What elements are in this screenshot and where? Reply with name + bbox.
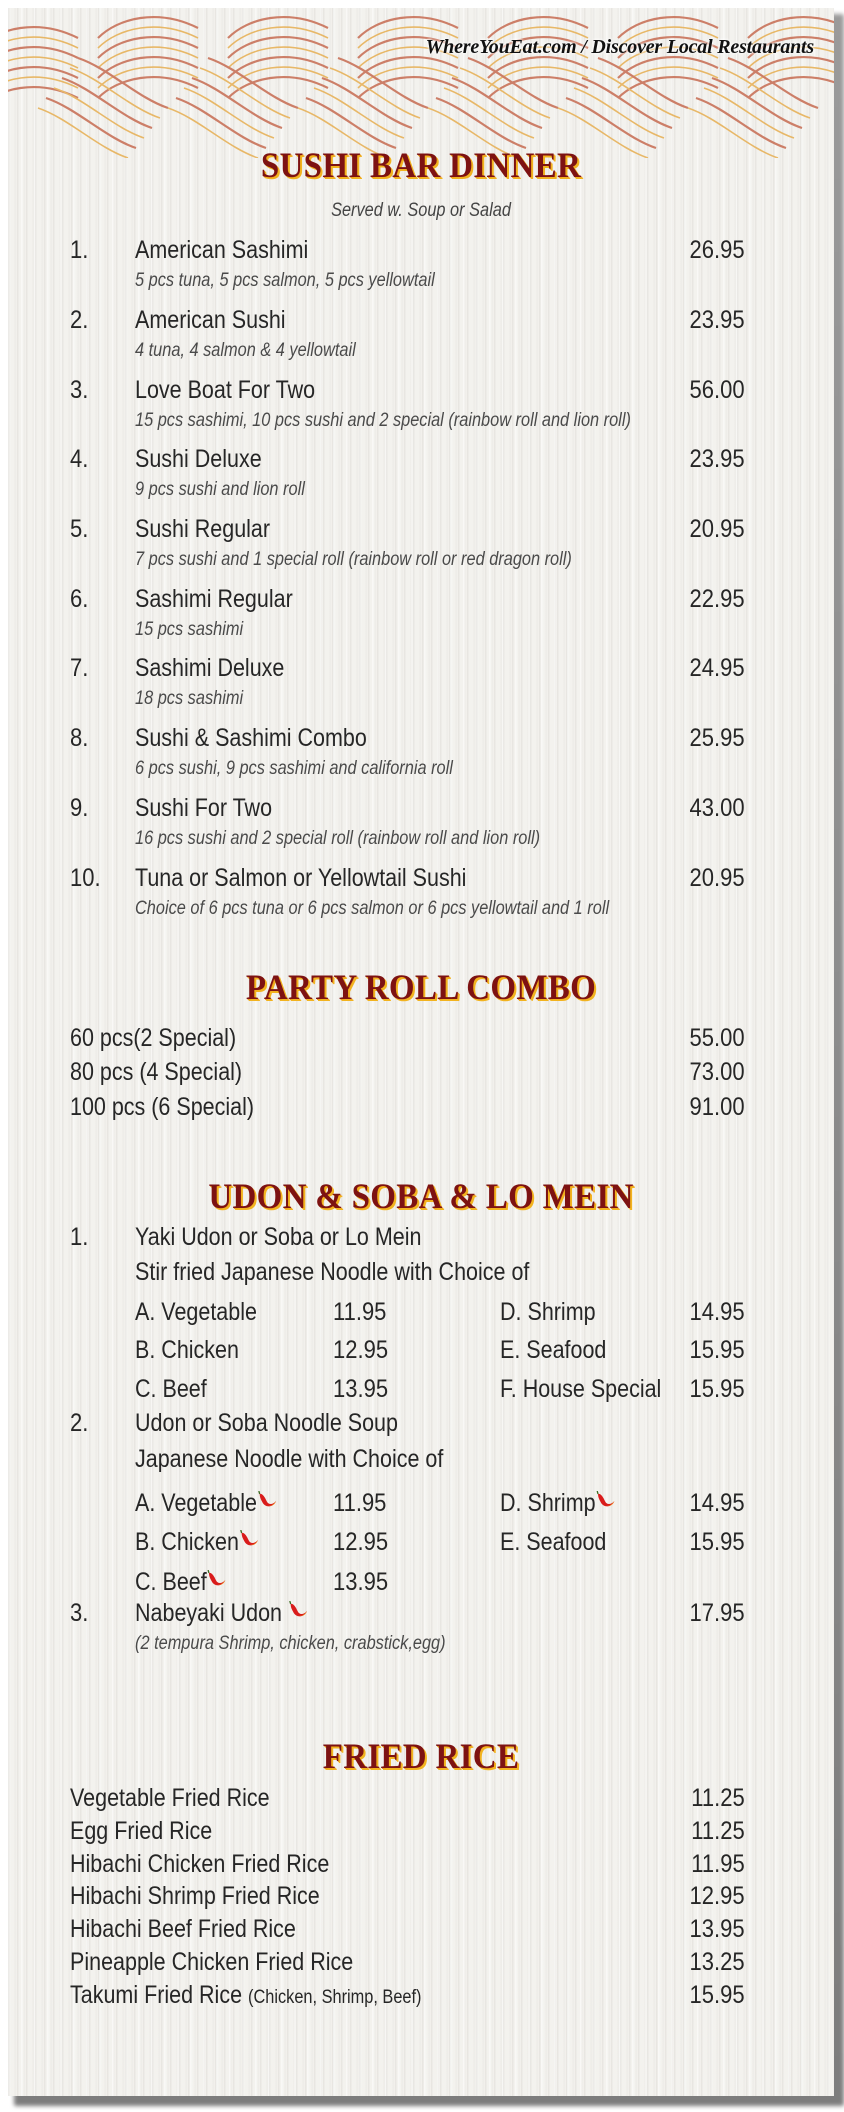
item-price: 73.00	[689, 1058, 745, 1086]
item-number: 3.	[70, 376, 89, 404]
menu-item	[8, 864, 834, 894]
chili-pepper-icon	[289, 1601, 308, 1619]
option-label: A. Vegetable	[135, 1298, 257, 1326]
option-label	[135, 1568, 226, 1597]
option-price: 11.95	[333, 1489, 387, 1517]
menu-item	[8, 794, 834, 824]
item-description: 7 pcs sushi and 1 special roll (rainbow roll or red dragon roll)	[135, 549, 572, 570]
option-row	[8, 1489, 834, 1519]
item-description: 18 pcs sashimi	[135, 688, 244, 709]
menu-item	[8, 1024, 834, 1054]
item-name: Sushi & Sashimi Combo	[135, 724, 367, 752]
item-name: Tuna or Salmon or Yellowtail Sushi	[135, 864, 467, 892]
item-description: Japanese Noodle with Choice of	[135, 1445, 444, 1473]
menu-item	[8, 306, 834, 336]
item-price: 20.95	[689, 515, 745, 543]
item-name	[70, 1981, 421, 2010]
item-name: Sushi For Two	[135, 794, 273, 822]
item-name: Yaki Udon or Soba or Lo Mein	[135, 1223, 422, 1251]
option-label: D. Shrimp	[500, 1298, 596, 1326]
option-label	[500, 1489, 615, 1518]
item-price: 55.00	[689, 1024, 745, 1052]
menu-item	[8, 376, 834, 406]
item-number: 4.	[70, 445, 89, 473]
item-price: 11.25	[691, 1817, 745, 1845]
menu-item	[8, 1409, 834, 1439]
option-price: 12.95	[333, 1336, 389, 1364]
item-name: Sushi Deluxe	[135, 445, 262, 473]
option-row	[8, 1568, 834, 1598]
item-number: 1.	[70, 236, 89, 264]
option-label: E. Seafood	[500, 1528, 607, 1556]
option-row	[8, 1375, 834, 1405]
item-number: 5.	[70, 515, 89, 543]
item-price: 25.95	[689, 724, 745, 752]
item-note: (Chicken, Shrimp, Beef)	[248, 1987, 422, 2008]
menu-item	[8, 1817, 834, 1847]
option-price: 14.95	[689, 1298, 745, 1326]
option-price: 13.95	[333, 1568, 389, 1596]
option-row	[8, 1528, 834, 1558]
item-number: 2.	[70, 1409, 89, 1437]
option-price: 15.95	[689, 1375, 745, 1403]
item-name: Hibachi Beef Fried Rice	[70, 1915, 296, 1943]
item-price: 13.95	[689, 1915, 745, 1943]
item-price: 56.00	[689, 376, 745, 404]
item-price: 22.95	[689, 585, 745, 613]
item-price: 12.95	[689, 1882, 745, 1910]
item-description: 15 pcs sashimi, 10 pcs sushi and 2 special (rainbow roll and lion roll)	[135, 410, 631, 431]
menu-item	[8, 724, 834, 754]
item-name: Sashimi Regular	[135, 585, 293, 613]
section-title: UDON & SOBA & LO MEIN	[208, 1177, 634, 1217]
item-name: 60 pcs(2 Special)	[70, 1024, 237, 1052]
item-number: 2.	[70, 306, 89, 334]
chili-pepper-icon	[240, 1530, 259, 1548]
option-price: 11.95	[333, 1298, 387, 1326]
option-row	[8, 1336, 834, 1366]
item-price: 23.95	[689, 306, 745, 334]
item-price: 43.00	[689, 794, 745, 822]
item-price: 11.95	[691, 1850, 745, 1878]
item-description: Choice of 6 pcs tuna or 6 pcs salmon or 6 pcs yellowtail and 1 roll	[135, 898, 610, 919]
item-number: 1.	[70, 1223, 89, 1251]
section-subtitle: Served w. Soup or Salad	[331, 200, 511, 221]
item-description: 5 pcs tuna, 5 pcs salmon, 5 pcs yellowtail	[135, 270, 435, 291]
wave-pattern-decoration	[8, 8, 834, 158]
option-label-text: A. Vegetable	[135, 1489, 257, 1517]
menu-item	[8, 1223, 834, 1253]
menu-page	[8, 8, 834, 2096]
item-description: 9 pcs sushi and lion roll	[135, 479, 305, 500]
chili-pepper-icon	[596, 1491, 615, 1509]
option-price: 15.95	[689, 1528, 745, 1556]
item-name: Sashimi Deluxe	[135, 654, 285, 682]
option-label	[135, 1528, 259, 1557]
item-name: Hibachi Shrimp Fried Rice	[70, 1882, 320, 1910]
menu-item	[8, 1784, 834, 1814]
option-price: 13.95	[333, 1375, 389, 1403]
item-description: (2 tempura Shrimp, chicken, crabstick,egg)	[135, 1633, 446, 1654]
item-price: 17.95	[689, 1599, 745, 1627]
menu-item	[8, 1981, 834, 2011]
menu-item	[8, 1850, 834, 1880]
item-description: 16 pcs sushi and 2 special roll (rainbow roll and lion roll)	[135, 828, 541, 849]
item-name: American Sushi	[135, 306, 286, 334]
option-label-text: C. Beef	[135, 1568, 207, 1596]
item-price: 15.95	[689, 1981, 745, 2009]
item-number: 10.	[70, 864, 101, 892]
item-name: American Sashimi	[135, 236, 309, 264]
item-price: 26.95	[689, 236, 745, 264]
chili-pepper-icon	[258, 1491, 277, 1509]
section-title: PARTY ROLL COMBO	[245, 968, 597, 1008]
menu-item	[8, 1948, 834, 1978]
option-label: C. Beef	[135, 1375, 207, 1403]
item-name: 80 pcs (4 Special)	[70, 1058, 243, 1086]
menu-item	[8, 585, 834, 615]
item-name: Love Boat For Two	[135, 376, 316, 404]
option-label: F. House Special	[500, 1375, 662, 1403]
item-name: 100 pcs (6 Special)	[70, 1093, 255, 1121]
section-title: FRIED RICE	[322, 1737, 520, 1777]
menu-item	[8, 654, 834, 684]
item-name: Hibachi Chicken Fried Rice	[70, 1850, 330, 1878]
item-description: 6 pcs sushi, 9 pcs sashimi and california roll	[135, 758, 453, 779]
item-number: 3.	[70, 1599, 89, 1627]
menu-item	[8, 1882, 834, 1912]
item-description: 15 pcs sashimi	[135, 619, 244, 640]
chili-pepper-icon	[208, 1570, 227, 1588]
item-price: 20.95	[689, 864, 745, 892]
item-name-text: Nabeyaki Udon	[135, 1599, 283, 1627]
site-watermark: WhereYouEat.com / Discover Local Restaurants	[425, 36, 814, 58]
option-label: B. Chicken	[135, 1336, 239, 1364]
menu-item	[8, 445, 834, 475]
item-price: 91.00	[689, 1093, 745, 1121]
item-number: 8.	[70, 724, 89, 752]
option-label: E. Seafood	[500, 1336, 607, 1364]
item-description: 4 tuna, 4 salmon & 4 yellowtail	[135, 340, 356, 361]
item-price: 11.25	[691, 1784, 745, 1812]
menu-item	[8, 1093, 834, 1123]
item-number: 7.	[70, 654, 89, 682]
item-name: Vegetable Fried Rice	[70, 1784, 270, 1812]
option-label-text: B. Chicken	[135, 1528, 239, 1556]
menu-item	[8, 1599, 834, 1629]
item-number: 6.	[70, 585, 89, 613]
item-price: 13.25	[689, 1948, 745, 1976]
item-name-text: Takumi Fried Rice	[70, 1981, 243, 2009]
option-price: 12.95	[333, 1528, 389, 1556]
menu-item	[8, 515, 834, 545]
item-subheading	[8, 1258, 834, 1288]
option-label	[135, 1489, 277, 1518]
item-name: Sushi Regular	[135, 515, 271, 543]
menu-item	[8, 1915, 834, 1945]
menu-item	[8, 1058, 834, 1088]
option-price: 15.95	[689, 1336, 745, 1364]
item-number: 9.	[70, 794, 89, 822]
option-row	[8, 1298, 834, 1328]
item-name: Pineapple Chicken Fried Rice	[70, 1948, 354, 1976]
section-title: SUSHI BAR DINNER	[260, 146, 582, 186]
item-price: 23.95	[689, 445, 745, 473]
menu-item	[8, 236, 834, 266]
item-subheading	[8, 1445, 834, 1475]
item-name: Egg Fried Rice	[70, 1817, 213, 1845]
item-description: Stir fried Japanese Noodle with Choice of	[135, 1258, 530, 1286]
option-label-text: D. Shrimp	[500, 1489, 596, 1517]
item-name: Udon or Soba Noodle Soup	[135, 1409, 398, 1437]
item-name	[135, 1599, 308, 1628]
item-price: 24.95	[689, 654, 745, 682]
option-price: 14.95	[689, 1489, 745, 1517]
